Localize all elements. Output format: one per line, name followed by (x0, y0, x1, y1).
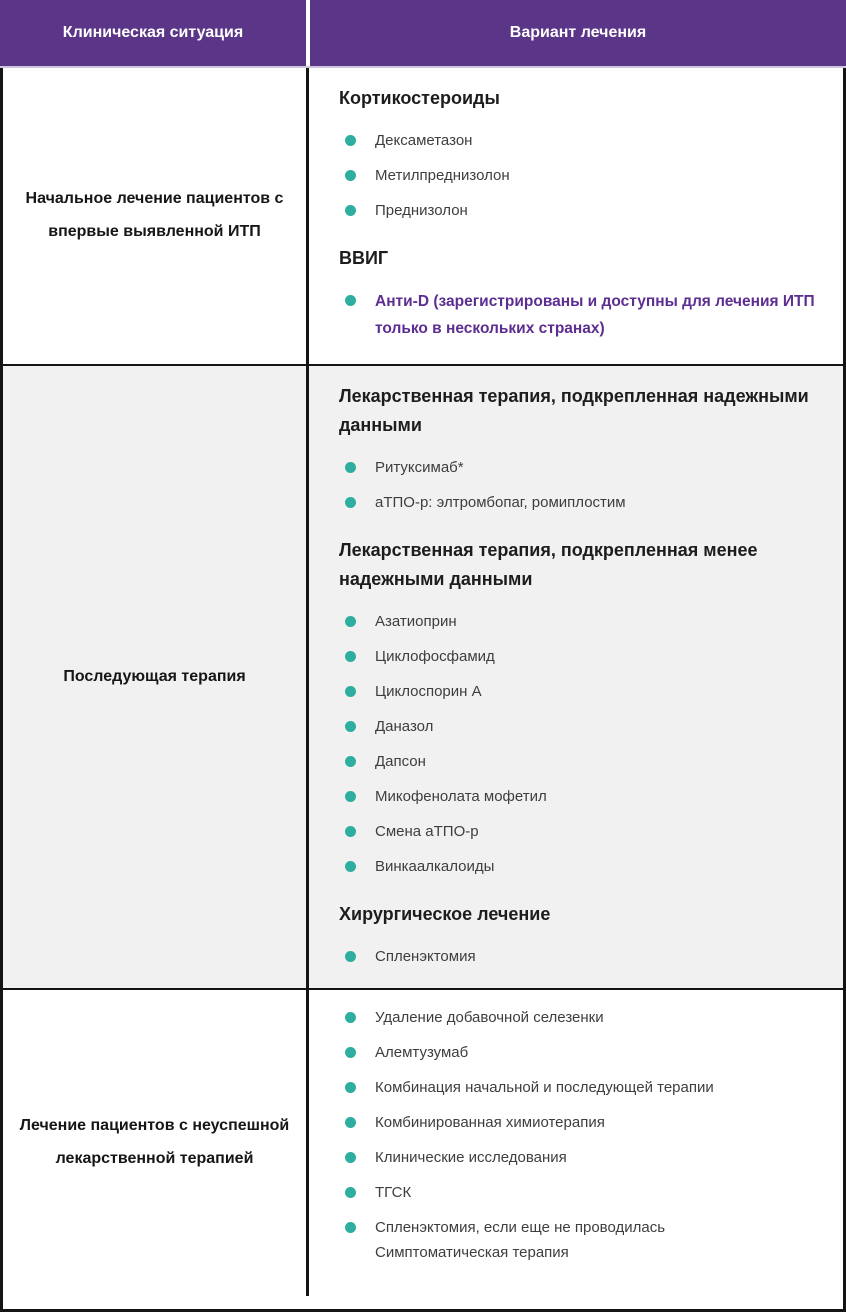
treatment-bullet-item (339, 849, 821, 884)
treatment-options-cell (309, 366, 843, 988)
column-header-clinical-situation: Клиническая ситуация (0, 0, 306, 66)
treatment-bullet-item (339, 1175, 821, 1210)
treatment-bullet-label: Алемтузумаб (375, 1044, 469, 1061)
treatment-bullet-item (339, 450, 821, 485)
table-body (0, 68, 846, 1312)
treatment-bullet-item (339, 485, 821, 520)
treatment-bullet-label: Метилпреднизолон (375, 167, 510, 184)
treatment-options-cell (309, 990, 843, 1296)
treatment-bullet-item (339, 744, 821, 779)
bullet-icon (345, 651, 356, 662)
treatment-bullet-label: Спленэктомия, если еще не проводилась Симптоматическая терапия (375, 1219, 666, 1261)
treatment-bullet-item (339, 1210, 821, 1270)
bullet-icon (345, 1047, 356, 1058)
treatment-bullet-item (339, 1000, 821, 1035)
treatment-bullet-item (339, 779, 821, 814)
treatment-bullet-item (339, 1035, 821, 1070)
treatment-group-heading: Кортикостероиды (339, 88, 500, 108)
bullet-icon (345, 462, 356, 473)
bullet-icon (345, 1222, 356, 1233)
treatment-group-heading: Лекарственная терапия, подкрепленная менее надежными данными (339, 540, 758, 589)
treatment-bullet-item (339, 123, 821, 158)
treatment-bullet-item (339, 639, 821, 674)
treatment-bullet-item (339, 604, 821, 639)
bullet-icon (345, 1117, 356, 1128)
treatment-bullet-item (339, 283, 821, 347)
treatment-bullet-label: Клинические исследования (375, 1149, 567, 1166)
treatment-bullet-label: Дапсон (375, 753, 426, 770)
treatment-bullet-label: Удаление добавочной селезенки (375, 1009, 604, 1026)
treatment-options-cell (309, 68, 843, 364)
bullet-icon (345, 1152, 356, 1163)
bullet-icon (345, 721, 356, 732)
bullet-icon (345, 686, 356, 697)
table-row (3, 364, 843, 988)
bullet-icon (345, 170, 356, 181)
clinical-situation-cell (3, 990, 309, 1296)
treatment-bullet-label: Анти-D (зарегистрированы и доступны для лечения ИТП только в нескольких странах) (375, 293, 815, 337)
clinical-situation-cell (3, 68, 309, 364)
bullet-icon (345, 826, 356, 837)
treatment-bullet-item (339, 1140, 821, 1175)
treatment-bullet-item (339, 1070, 821, 1105)
treatment-bullet-label: Дексаметазон (375, 132, 473, 149)
treatment-bullet-item (339, 193, 821, 228)
bullet-icon (345, 497, 356, 508)
treatment-bullet-label: аТПО-р: элтромбопаг, ромиплостим (375, 494, 626, 511)
treatment-group-heading: Хирургическое лечение (339, 904, 551, 924)
treatment-bullet-item (339, 1105, 821, 1140)
treatment-bullet-item (339, 939, 821, 974)
bullet-icon (345, 1012, 356, 1023)
treatment-group-heading: Лекарственная терапия, подкрепленная надежными данными (339, 386, 809, 435)
treatment-bullet-item (339, 158, 821, 193)
treatment-bullet-label: Смена аТПО-р (375, 823, 479, 840)
table-row (3, 988, 843, 1296)
treatment-bullet-label: Азатиоприн (375, 613, 457, 630)
bullet-icon (345, 791, 356, 802)
treatment-group-heading: ВВИГ (339, 248, 389, 268)
treatment-bullet-label: Даназол (375, 718, 434, 735)
treatment-bullet-label: Циклоспорин А (375, 683, 482, 700)
column-header-treatment-option: Вариант лечения (310, 0, 846, 66)
bullet-icon (345, 205, 356, 216)
table-header-row (0, 0, 846, 68)
treatment-bullet-item (339, 709, 821, 744)
bullet-icon (345, 1082, 356, 1093)
treatment-bullet-label: Спленэктомия (375, 948, 476, 965)
bullet-icon (345, 861, 356, 872)
treatment-bullet-label: Ритуксимаб* (375, 459, 464, 476)
clinical-situation-label: Лечение пациентов с неуспешной лекарственной терапией (19, 1117, 290, 1167)
bullet-icon (345, 756, 356, 767)
clinical-situation-label: Начальное лечение пациентов с впервые выявленной ИТП (25, 190, 284, 240)
treatment-bullet-label: Микофенолата мофетил (375, 788, 547, 805)
treatment-bullet-label: Винкаалкалоиды (375, 858, 495, 875)
treatment-bullet-item (339, 674, 821, 709)
bullet-icon (345, 1187, 356, 1198)
table-row (3, 68, 843, 364)
bullet-icon (345, 616, 356, 627)
treatment-bullet-label: Комбинированная химиотерапия (375, 1114, 605, 1131)
clinical-situation-cell (3, 366, 309, 988)
clinical-situation-label: Последующая терапия (63, 667, 246, 685)
treatment-bullet-label: ТГСК (375, 1184, 412, 1201)
bullet-icon (345, 951, 356, 962)
treatment-bullet-label: Циклофосфамид (375, 648, 495, 665)
bullet-icon (345, 295, 356, 306)
treatment-bullet-item (339, 814, 821, 849)
treatment-bullet-label: Комбинация начальной и последующей терапии (375, 1079, 714, 1096)
bullet-icon (345, 135, 356, 146)
treatment-bullet-label: Преднизолон (375, 202, 468, 219)
